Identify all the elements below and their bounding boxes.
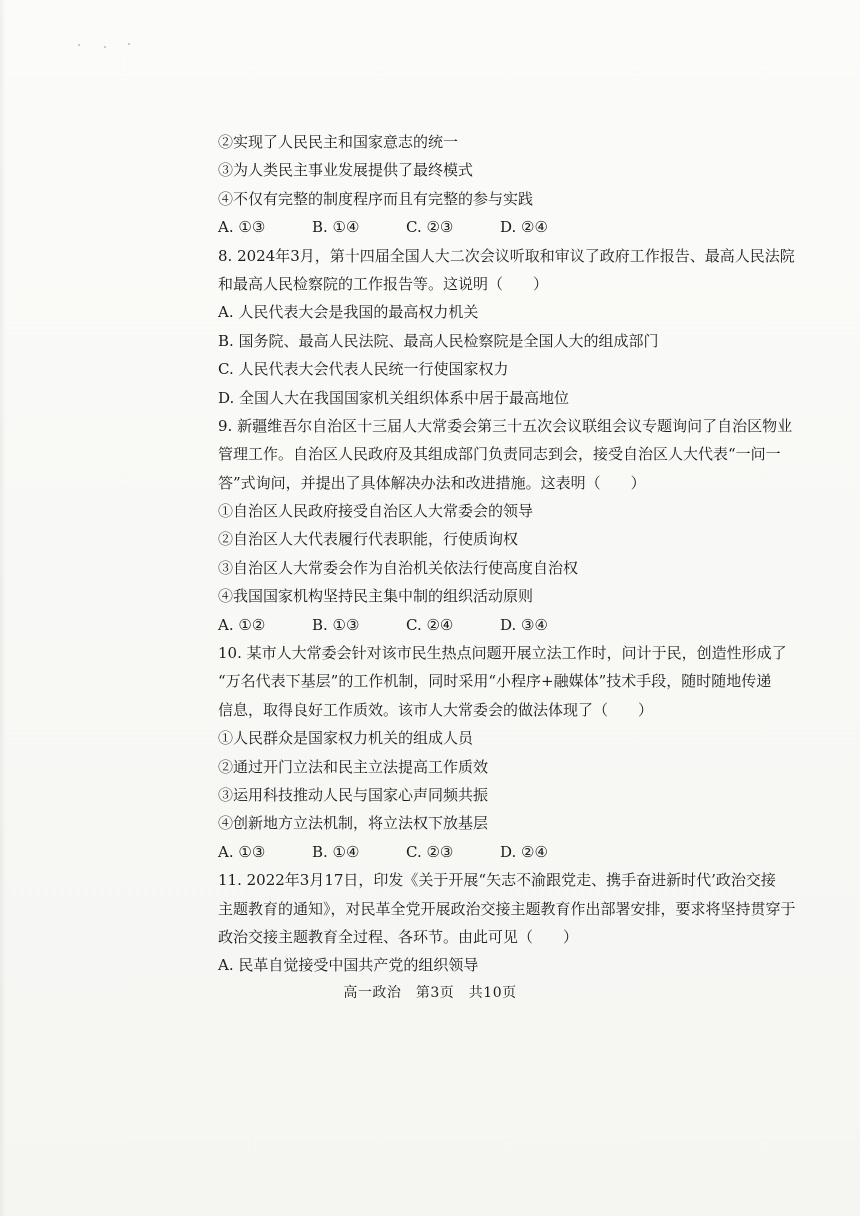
q9-option-c: C. ②④	[406, 615, 454, 634]
q10-stem-line-1: 10. 某市人大常委会针对该市民生热点问题开展立法工作时，问计于民，创造性形成了	[218, 644, 787, 663]
q9-option-b: B. ①③	[312, 615, 360, 634]
q11-stem-line-3: 政治交接主题教育全过程、各环节。由此可见（ ）	[218, 927, 579, 946]
q10-option-c: C. ②③	[406, 842, 454, 861]
q8-option-c: C. 人民代表大会代表人民统一行使国家权力	[218, 360, 509, 379]
q9-stem-line-1: 9. 新疆维吾尔自治区十三届人大常委会第三十五次会议联组会议专题询问了自治区物业	[218, 416, 793, 435]
q9-stem-line-3: 答”式询问，并提出了具体解决办法和改进措施。这表明（ ）	[218, 473, 646, 492]
q10-stem-line-3: 信息，取得良好工作质效。该市人大常委会的做法体现了（ ）	[218, 700, 654, 719]
q11-stem-line-1: 11. 2022年3月17日，印发《关于开展“矢志不渝跟党走、携手奋进新时代’政治交接	[218, 871, 776, 890]
q9-item-4: ④我国国家机构坚持民主集中制的组织活动原则	[218, 587, 534, 606]
q9-stem-line-2: 管理工作。自治区人民政府及其组成部门负责同志到会，接受自治区人大代表“一问一	[218, 445, 781, 464]
q7-option-c: C. ②③	[406, 218, 454, 237]
q10-item-2: ②通过开门立法和民主立法提高工作质效	[218, 757, 489, 776]
q7-option-b: B. ①④	[312, 218, 360, 237]
q9-options	[218, 611, 818, 639]
scan-speck	[78, 44, 80, 46]
scan-speck	[128, 43, 130, 45]
q10-item-1: ①人民群众是国家权力机关的组成人员	[218, 729, 474, 748]
q8-option-b: B. 国务院、最高人民法院、最高人民检察院是全国人大的组成部门	[218, 331, 659, 350]
q10-option-d: D. ②④	[500, 842, 548, 861]
q9-option-d: D. ③④	[500, 615, 548, 634]
q8-option-a: A. 人民代表大会是我国的最高权力机关	[218, 303, 479, 322]
q7-option-a: A. ①③	[218, 218, 266, 237]
q8-option-d: D. 全国人大在我国国家机关组织体系中居于最高地位	[218, 388, 570, 407]
q10-stem-line-2: “万名代表下基层”的工作机制，同时采用“小程序+融媒体”技术手段，随时随地传递	[218, 672, 772, 691]
scan-speck	[104, 46, 106, 48]
question-content	[218, 128, 818, 980]
q9-item-2: ②自治区人大代表履行代表职能，行使质询权	[218, 530, 519, 549]
scan-edge-shadow	[0, 0, 6, 1216]
q7-option-d: D. ②④	[500, 218, 548, 237]
q10-option-b: B. ①④	[312, 842, 360, 861]
q7-options	[218, 213, 818, 241]
q10-item-3: ③运用科技推动人民与国家心声同频共振	[218, 785, 489, 804]
q9-item-3: ③自治区人大常委会作为自治机关依法行使高度自治权	[218, 558, 579, 577]
q9-option-a: A. ①②	[218, 615, 266, 634]
q7-item-3: ③为人类民主事业发展提供了最终模式	[218, 161, 474, 180]
page-footer: 高一政治 第3页 共10页	[343, 985, 517, 1001]
q8-stem-line-2: 和最高人民检察院的工作报告等。这说明（ ）	[218, 274, 549, 293]
q10-item-4: ④创新地方立法机制，将立法权下放基层	[218, 814, 489, 833]
q11-stem-line-2: 主题教育的通知》，对民革全党开展政治交接主题教育作出部署安排，要求将坚持贯穿于	[218, 899, 796, 918]
q11-option-a: A. 民革自觉接受中国共产党的组织领导	[218, 956, 479, 975]
q10-options	[218, 838, 818, 866]
q7-item-2: ②实现了人民民主和国家意志的统一	[218, 133, 459, 151]
q9-item-1: ①自治区人民政府接受自治区人大常委会的领导	[218, 502, 534, 521]
q8-stem-line-1: 8. 2024年3月，第十四届全国人大二次会议听取和审议了政府工作报告、最高人民法院	[218, 246, 795, 265]
q7-item-4: ④不仅有完整的制度程序而且有完整的参与实践	[218, 189, 534, 208]
q10-option-a: A. ①③	[218, 842, 266, 861]
